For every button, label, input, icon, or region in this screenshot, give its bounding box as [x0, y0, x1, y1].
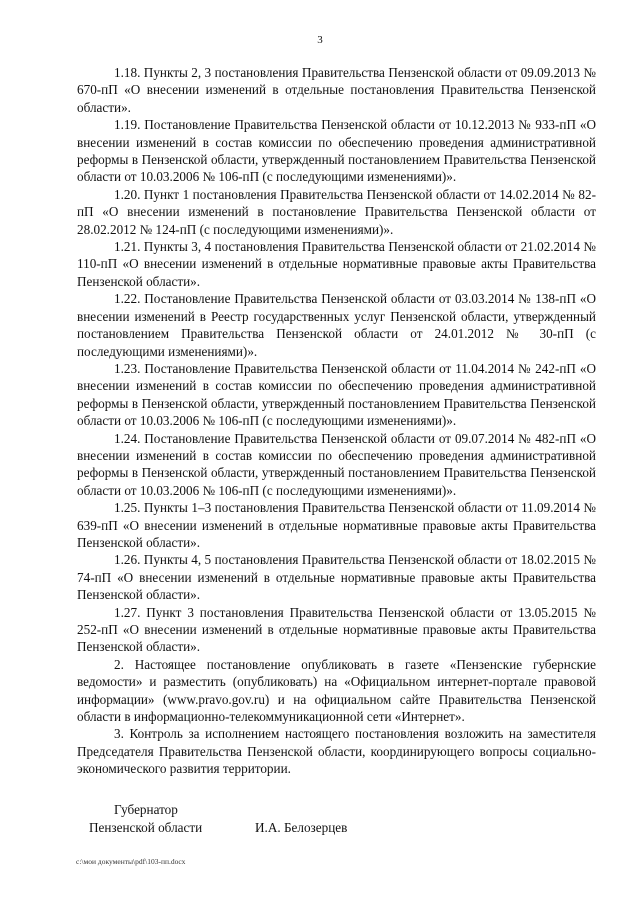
paragraph-1-23: 1.23. Постановление Правительства Пензенской области от 11.04.2014 № 242-пП «О внесении изменений в состав комиссии по обеспечению проведения административной реформы в Пензенской области, утвержденный постановлением Правительства Пензенской области от 10.03.2006 № 106-пП (с последующими изменениями)». [77, 360, 596, 429]
paragraph-3-control: 3. Контроль за исполнением настоящего постановления возложить на заместителя Председателя Правительства Пензенской области, координирующего вопросы социально-экономического развития территории. [77, 726, 596, 777]
signature-title: Губернатор [114, 802, 178, 817]
paragraph-1-26: 1.26. Пункты 4, 5 постановления Правительства Пензенской области от 18.02.2015 № 74-пП «О внесении изменений в отдельные нормативные правовые акты Правительства Пензенской области». [77, 552, 596, 603]
paragraph-1-18: 1.18. Пункты 2, 3 постановления Правительства Пензенской области от 09.09.2013 № 670-пП «О внесении изменений в отдельные постановления Правительства Пензенской области». [77, 65, 596, 115]
paragraph-1-19: 1.19. Постановление Правительства Пензенской области от 10.12.2013 № 933-пП «О внесении изменений в состав комиссии по обеспечению проведения административной реформы в Пензенской области, утвержденный постановлением Правительства Пензенской области от 10.03.2006 № 106-пП (с последующими изменениями)». [77, 117, 596, 185]
paragraph-1-25: 1.25. Пункты 1–3 постановления Правительства Пензенской области от 11.09.2014 № 639-пП «О внесении изменений в отдельные нормативные правовые акты Правительства Пензенской области». [77, 500, 596, 550]
footer-file-path: c:\мои документы\pdf\103-пп.docx [76, 857, 186, 866]
paragraph-1-22: 1.22. Постановление Правительства Пензенской области от 03.03.2014 № 138-пП «О внесении изменений в Реестр государственных услуг Пензенской области, утвержденный постановлением Правительства Пензенской области от 24.01.2012 № 30-пП (с последующими изменениями)». [77, 291, 596, 359]
signature-region: Пензенской области [89, 820, 203, 835]
document-body [77, 64, 596, 778]
paragraph-1-24: 1.24. Постановление Правительства Пензенской области от 09.07.2014 № 482-пП «О внесении изменений в состав комиссии по обеспечению проведения административной реформы в Пензенской области, утвержденный постановлением Правительства Пензенской области от 10.03.2006 № 106-пП (с последующими изменениями)». [77, 430, 596, 498]
signature-name: И.А. Белозерцев [255, 820, 348, 835]
paragraph-1-20: 1.20. Пункт 1 постановления Правительства Пензенской области от 14.02.2014 № 82-пП «О внесении изменений в постановление Правительства Пензенской области от 28.02.2012 № 124-пП (с последующими изменениями)». [77, 186, 596, 237]
page-number: 3 [317, 34, 323, 46]
paragraph-1-21: 1.21. Пункты 3, 4 постановления Правительства Пензенской области от 21.02.2014 № 110-пП «О внесении изменений в отдельные нормативные правовые акты Правительства Пензенской области». [77, 239, 596, 289]
paragraph-2-publication: 2. Настоящее постановление опубликовать в газете «Пензенские губернские ведомости» и разместить (опубликовать) на «Официальном интернет-портале правовой информации» (www.pravo.gov.ru) и на официальном сайте Правительства Пензенской области в информационно-телекоммуникационной сети «Интернет». [77, 656, 596, 725]
paragraph-1-27: 1.27. Пункт 3 постановления Правительства Пензенской области от 13.05.2015 № 252-пП «О внесении изменений в отдельные нормативные правовые акты Правительства Пензенской области». [77, 604, 596, 655]
